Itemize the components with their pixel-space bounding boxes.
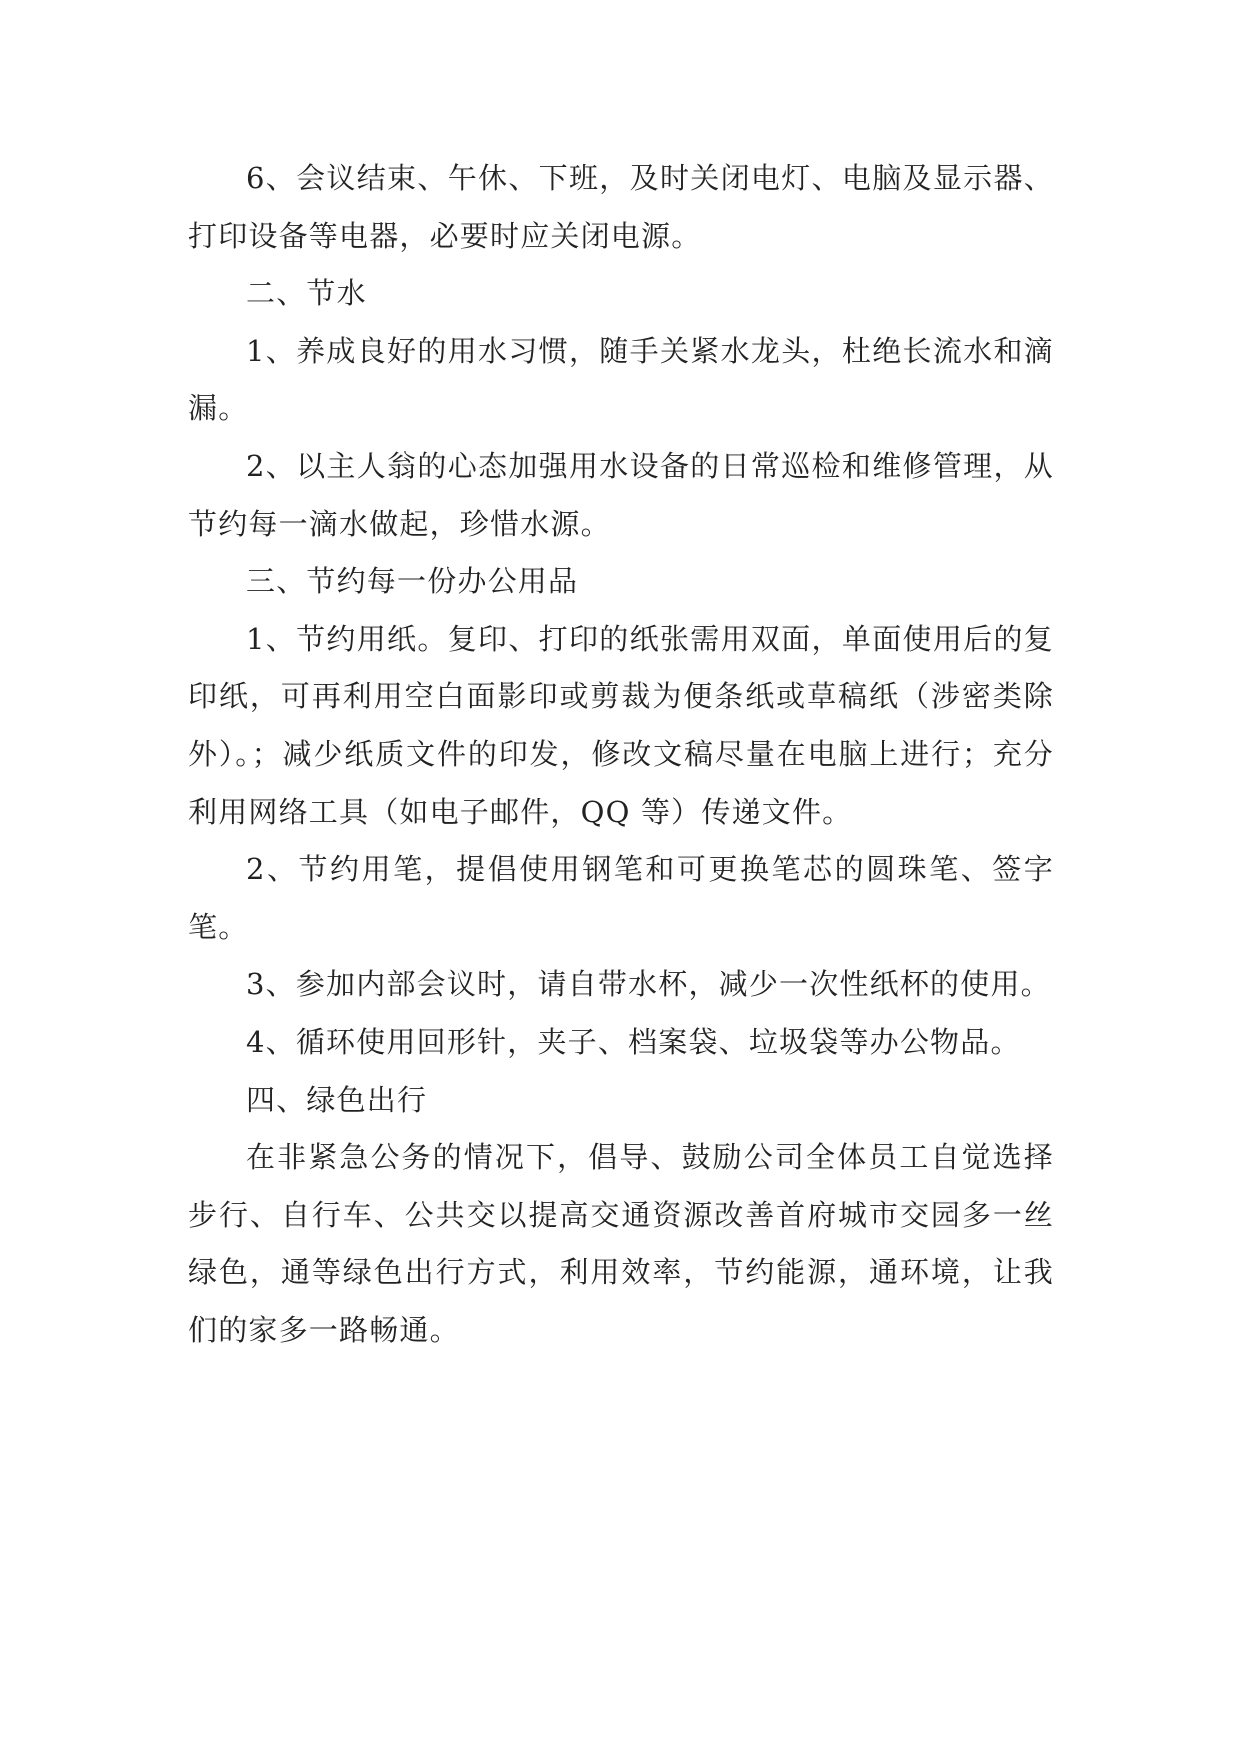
paragraph-water-2: 2、以主人翁的心态加强用水设备的日常巡检和维修管理，从节约每一滴水做起，珍惜水源。 [188,448,1054,541]
section-heading-office-supplies: 三、节约每一份办公用品 [246,564,579,599]
paragraph-water-1: 1、养成良好的用水习惯，随手关紧水龙头，杜绝长流水和滴漏。 [188,333,1054,426]
paragraph-supplies-4: 4、循环使用回形针，夹子、档案袋、垃圾袋等办公物品。 [246,1024,1021,1059]
paragraph-supplies-3: 3、参加内部会议时，请自带水杯，减少一次性纸杯的使用。 [246,967,1051,1002]
paragraph-green-travel: 在非紧急公务的情况下，倡导、鼓励公司全体员工自觉选择步行、自行车、公共交以提高交通资源改善首府城市交园多一丝绿色，通等绿色出行方式，利用效率，节约能源，通环境，让我们的家多一路畅通。 [188,1140,1054,1347]
section-heading-green-travel: 四、绿色出行 [246,1082,428,1117]
paragraph-supplies-2: 2、节约用笔，提倡使用钢笔和可更换笔芯的圆珠笔、签字笔。 [188,852,1054,944]
section-heading-water: 二、节水 [246,276,367,311]
paragraph-supplies-1: 1、节约用纸。复印、打印的纸张需用双面，单面使用后的复印纸，可再利用空白面影印或剪裁为便条纸或草稿纸（涉密类除外）。；减少纸质文件的印发，修改文稿尽量在电脑上进行；充分利用网络工具（如电子邮件，QQ 等）传递文件。 [188,621,1054,829]
document-page [188,150,1054,1359]
paragraph-item-6: 6、会议结束、午休、下班，及时关闭电灯、电脑及显示器、打印设备等电器，必要时应关闭电源。 [188,161,1054,253]
